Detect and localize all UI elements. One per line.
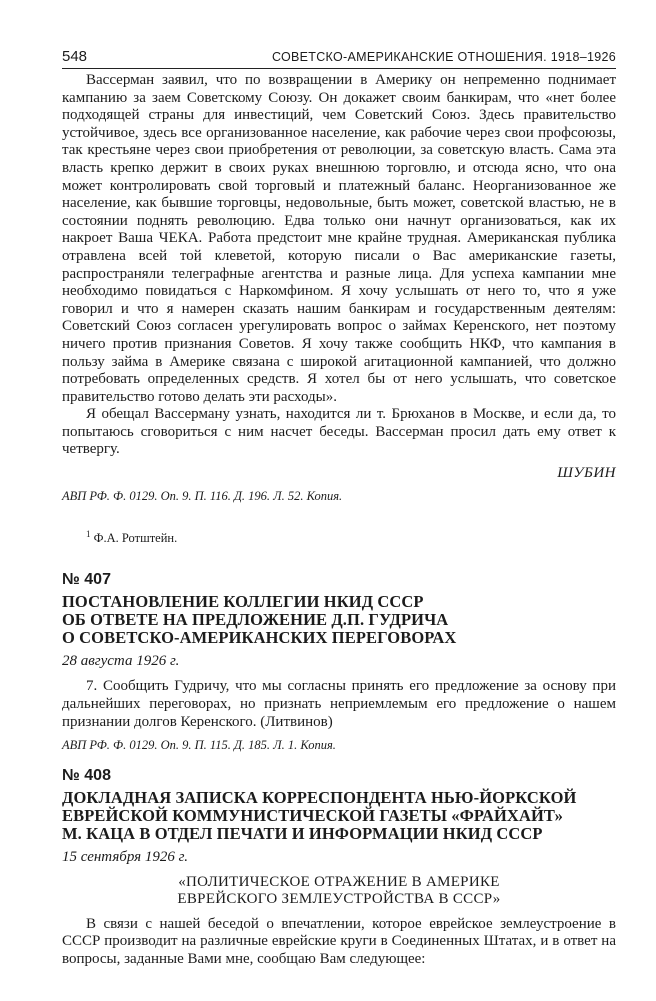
doc-408-paragraph: В связи с нашей беседой о впечатлении, которое еврейское землеустроение в СССР производит на различные еврейские круги в Соединенных Штатах, и в ответ на вопросы, заданные Вами мне, сообщаю Вам следующее: <box>62 915 616 967</box>
footnote <box>62 526 616 548</box>
prev-doc-source: АВП РФ. Ф. 0129. Оп. 9. П. 116. Д. 196. Л. 52. Копия. <box>62 489 343 504</box>
running-title: СОВЕТСКО-АМЕРИКАНСКИЕ ОТНОШЕНИЯ. 1918–1926 <box>271 50 616 64</box>
doc-408-number: № 408 <box>62 766 111 784</box>
doc-408-title <box>62 789 616 843</box>
doc-407-title-line-1: ПОСТАНОВЛЕНИЕ КОЛЛЕГИИ НКИД СССР <box>62 592 424 612</box>
doc-407-title-line-2: ОБ ОТВЕТЕ НА ПРЕДЛОЖЕНИЕ Д.П. ГУДРИЧА <box>62 610 449 630</box>
footnote-mark: 1 <box>86 528 91 539</box>
doc-408-subheading-line-1: «ПОЛИТИЧЕСКОЕ ОТРАЖЕНИЕ В АМЕРИКЕ <box>178 873 500 890</box>
doc-408-title-line-1: ДОКЛАДНАЯ ЗАПИСКА КОРРЕСПОНДЕНТА НЬЮ-ЙОРКСКОЙ <box>62 787 577 807</box>
doc-407-number: № 407 <box>62 571 111 589</box>
doc-407-source: АВП РФ. Ф. 0129. Оп. 9. П. 115. Д. 185. Л. 1. Копия. <box>62 738 336 753</box>
doc-408-subheading-line-2: ЕВРЕЙСКОГО ЗЕМЛЕУСТРОЙСТВА В СССР» <box>177 890 501 907</box>
doc-407-title-line-3: О СОВЕТСКО-АМЕРИКАНСКИХ ПЕРЕГОВОРАХ <box>62 628 457 648</box>
running-header <box>62 44 616 69</box>
prev-doc-paragraph-2: Я обещал Вассерману узнать, находится ли т. Брюханов в Москве, и если да, то попытаюсь сговориться с ним насчет беседы. Вассерман просил дать ему ответ к четвергу. <box>62 406 616 458</box>
footnote-text: Ф.А. Ротштейн. <box>93 530 178 545</box>
doc-408-title-line-2: ЕВРЕЙСКОЙ КОММУНИСТИЧЕСКОЙ ГАЗЕТЫ «ФРАЙХАЙТ» <box>62 805 563 825</box>
doc-408-title-line-3: М. КАЦА В ОТДЕЛ ПЕЧАТИ И ИНФОРМАЦИИ НКИД СССР <box>62 823 543 843</box>
page-number: 548 <box>62 48 88 65</box>
doc-407-title <box>62 593 616 647</box>
page-content <box>62 72 616 969</box>
signature: ШУБИН <box>557 465 616 482</box>
doc-408-subheading <box>62 874 616 908</box>
doc-408-date: 15 сентября 1926 г. <box>62 848 189 865</box>
prev-doc-paragraph-1: Вассерман заявил, что по возвращении в Америку он непременно поднимает кампанию за заем Советскому Союзу. Он докажет своим банкирам, что «нет более подходящей страны для инвестиций, чем Советский Союз. Здесь правительство устойчивое, здесь все организованное население, как рабочие через свои профсоюзы, так крестьяне через свои приобретения от революции, за советскую власть. Сама эта власть крепко держит в своих руках внешнюю торговлю, и отсюда ясно, что она может контролировать свой торговый и платежный баланс. Неорганизованное же население, как бывшие торговцы, недовольные, быть может, советской властью, не в состоянии поднять революцию. Едва только они начнут организоваться, как их накроет Ваша ЧЕКА. Работа предстоит мне крайне трудная. Американская публика отравлена всей той клеветой, которую писали о Вас американские газеты, распространяли телеграфные агентства и разные лица. Для успеха кампании мне необходимо повидаться с Наркомфином. Я хочу услышать от него то, что я уже говорил и что я намерен сказать нашим банкирам и государственным деятелям: Советский Союз согласен урегулировать вопрос о займах Керенского, нет поэтому ничего против признания Советов. Я хочу также сообщить НКФ, что кампания в пользу займа в Америке связана с широкой агитационной кампанией, что должно потребовать определенных средств. Я хотел бы от него услышать, что советское правительство готово делать эти расходы». <box>62 72 616 405</box>
doc-407-paragraph: 7. Сообщить Гудричу, что мы согласны принять его предложение за основу при дальнейших переговорах, но признать неприемлемым его предложение о нашем признании долгов Керенского. (Литвинов) <box>62 678 616 730</box>
doc-407-date: 28 августа 1926 г. <box>62 653 180 670</box>
